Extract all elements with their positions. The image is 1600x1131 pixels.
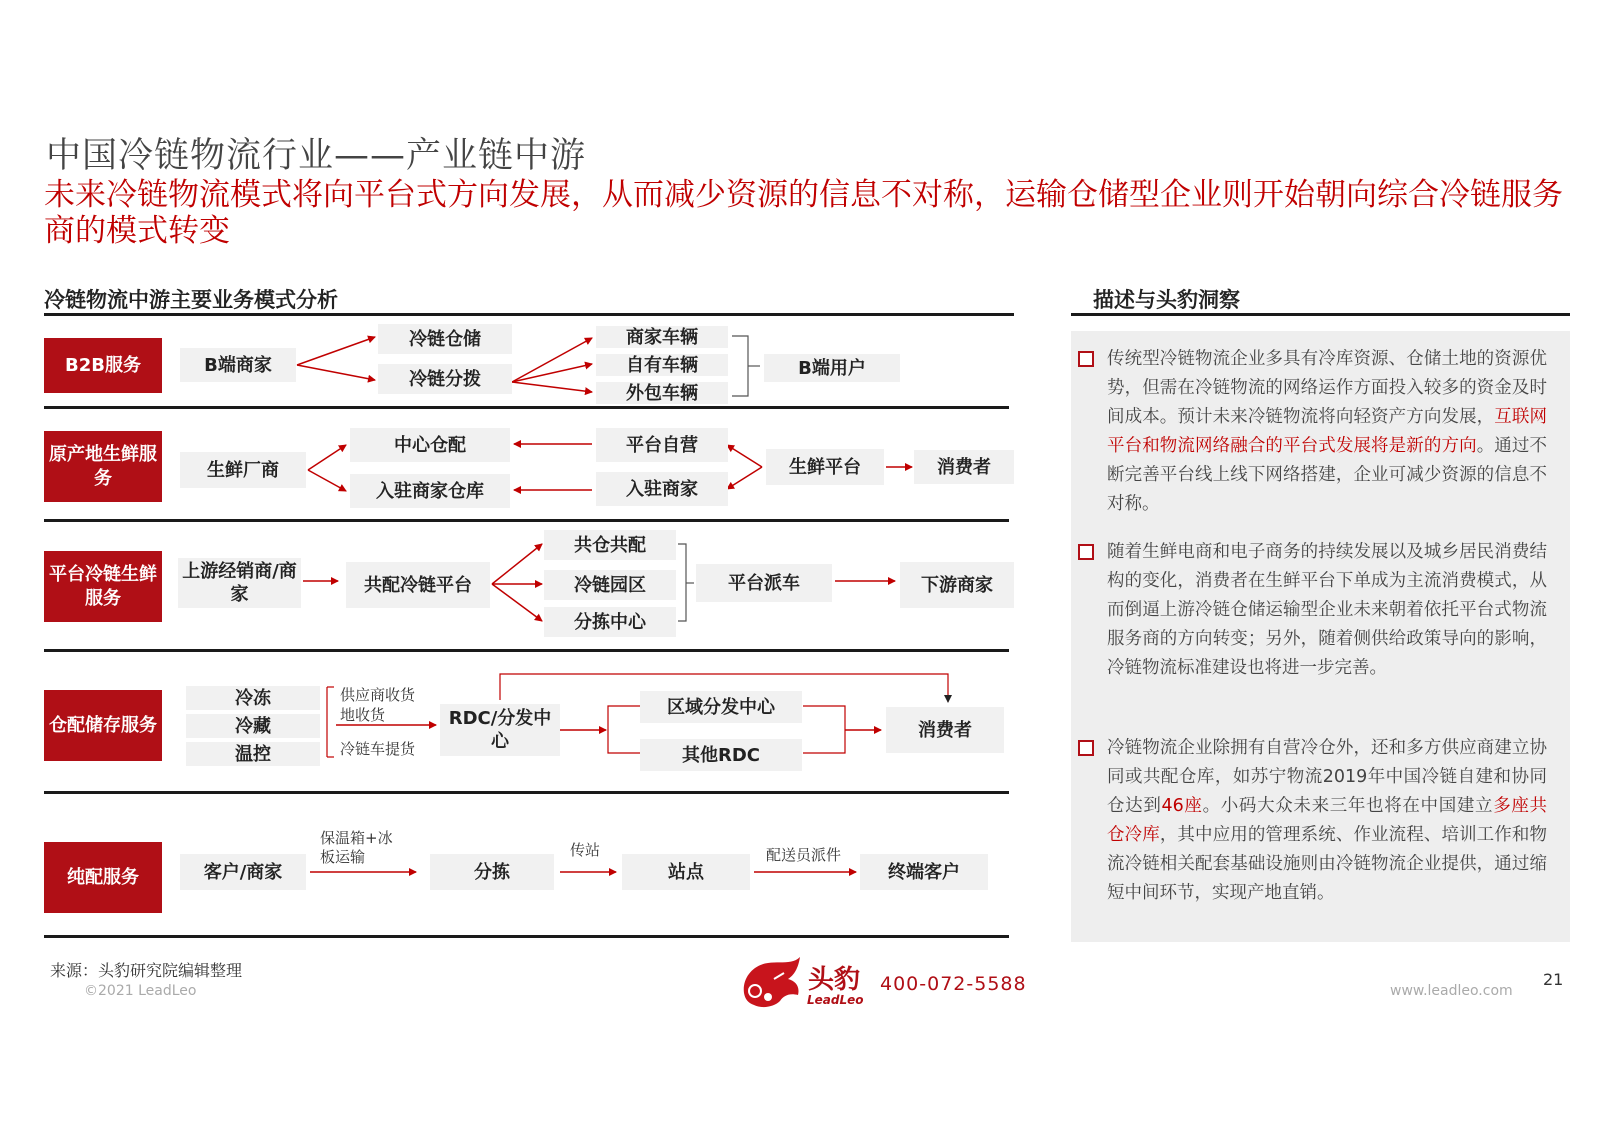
- row-label-warehouse: 仓配储存服务: [44, 690, 162, 761]
- node-fresh-platform: 生鲜平台: [766, 449, 884, 485]
- label-relay: 传站: [570, 841, 601, 859]
- node-refrigerate: 冷藏: [186, 714, 320, 738]
- row-label-b2b: B2B服务: [44, 338, 162, 393]
- node-b-user: B端用户: [764, 354, 900, 382]
- copyright: ©2021 LeadLeo: [84, 983, 197, 999]
- label-courier: 配送员派件: [766, 846, 842, 864]
- row-label-origin: 原产地生鲜服务: [44, 431, 162, 502]
- node-cold-park: 冷链园区: [544, 570, 676, 600]
- bullet-icon: [1078, 544, 1094, 560]
- node-fresh-factory: 生鲜厂商: [180, 452, 306, 488]
- node-sorting: 分拣: [430, 854, 554, 890]
- website-link[interactable]: www.leadleo.com: [1390, 983, 1513, 999]
- node-merchant-vehicle: 商家车辆: [596, 326, 728, 348]
- leopard-logo-icon: [738, 953, 806, 1011]
- node-platform-merchant: 入驻商家: [596, 472, 728, 506]
- insight-paragraph-3: 冷链物流企业除拥有自营冷仓外，还和多方供应商建立协同或共配仓库，如苏宁物流2019年中国冷链自建和协同仓达到46座。小码大众未来三年也将在中国建立多座共仓冷库，其中应用的管理系统、作业流程、培训工作和物流冷链相关配套基础设施则由冷链物流企业提供，通过缩短中间环节，实现产地直销。: [1107, 738, 1548, 903]
- brand-name: 头豹: [808, 965, 861, 995]
- label-insulated: 保温箱+冰板运输: [320, 829, 393, 866]
- brand-name-en: LeadLeo: [807, 993, 864, 1007]
- node-cold-distribution: 冷链分拨: [378, 364, 512, 394]
- node-downstream-merchant: 下游商家: [900, 562, 1014, 608]
- left-section-title: 冷链物流中游主要业务模式分析: [44, 288, 338, 312]
- row-label-platform: 平台冷链生鲜服务: [44, 551, 162, 622]
- row-label-pure: 纯配服务: [44, 842, 162, 913]
- node-upstream-merchant: 上游经销商/商家: [178, 558, 301, 608]
- node-consumer-warehouse: 消费者: [886, 707, 1004, 753]
- node-cold-storage: 冷链仓储: [378, 324, 512, 354]
- node-b-merchant: B端商家: [180, 348, 296, 382]
- label-supplier-receive: 供应商收货: [340, 686, 416, 704]
- phone-number: 400-072-5588: [880, 973, 1027, 995]
- node-central-warehouse: 中心仓配: [350, 428, 510, 462]
- node-outsourced-vehicle: 外包车辆: [596, 382, 728, 404]
- node-shared-warehouse: 共仓共配: [544, 530, 676, 560]
- page-subtitle: 未来冷链物流模式将向平台式方向发展，从而减少资源的信息不对称，运输仓储型企业则开始朝向综合冷链服务商的模式转变: [44, 177, 1563, 249]
- source-note: 来源：头豹研究院编辑整理: [50, 961, 243, 980]
- label-pickup: 冷链车提货: [340, 740, 416, 758]
- node-merchant-warehouse: 入驻商家仓库: [350, 474, 510, 508]
- divider-top-right: [1071, 313, 1570, 316]
- node-freeze: 冷冻: [186, 686, 320, 710]
- bullet-icon: [1078, 351, 1094, 367]
- node-shared-platform: 共配冷链平台: [346, 562, 490, 608]
- insight-paragraph-1: 传统型冷链物流企业多具有冷库资源、仓储土地的资源优势，但需在冷链物流的网络运作方面投入较多的资金及时间成本。预计未来冷链物流将向轻资产方向发展，互联网平台和物流网络融合的平台式发展将是新的方向。通过不断完善平台线上线下网络搭建，企业可减少资源的信息不对称。: [1107, 349, 1548, 514]
- node-platform-self: 平台自营: [596, 428, 728, 462]
- page-title: 中国冷链物流行业——产业链中游: [46, 136, 587, 176]
- bullet-icon: [1078, 740, 1094, 756]
- node-rdc: RDC/分发中心: [440, 704, 560, 756]
- page-number: 21: [1543, 970, 1564, 989]
- node-end-customer: 终端客户: [860, 854, 988, 890]
- node-regional-center: 区域分发中心: [640, 691, 802, 723]
- node-other-rdc: 其他RDC: [640, 739, 802, 771]
- right-section-title: 描述与头豹洞察: [1093, 288, 1240, 312]
- node-station: 站点: [622, 854, 750, 890]
- node-temp-control: 温控: [186, 742, 320, 766]
- node-consumer-origin: 消费者: [914, 450, 1014, 484]
- node-customer: 客户/商家: [180, 854, 306, 890]
- node-own-vehicle: 自有车辆: [596, 354, 728, 376]
- label-receive: 地收货: [340, 706, 386, 724]
- node-sorting-center: 分拣中心: [544, 607, 676, 637]
- node-platform-dispatch: 平台派车: [696, 564, 832, 602]
- insight-paragraph-2: 随着生鲜电商和电子商务的持续发展以及城乡居民消费结构的变化，消费者在生鲜平台下单成为主流消费模式，从而倒逼上游冷链仓储运输型企业未来朝着依托平台式物流服务商的方向转变；另外，随着侧供给政策导向的影响，冷链物流标准建设也将进一步完善。: [1107, 542, 1547, 678]
